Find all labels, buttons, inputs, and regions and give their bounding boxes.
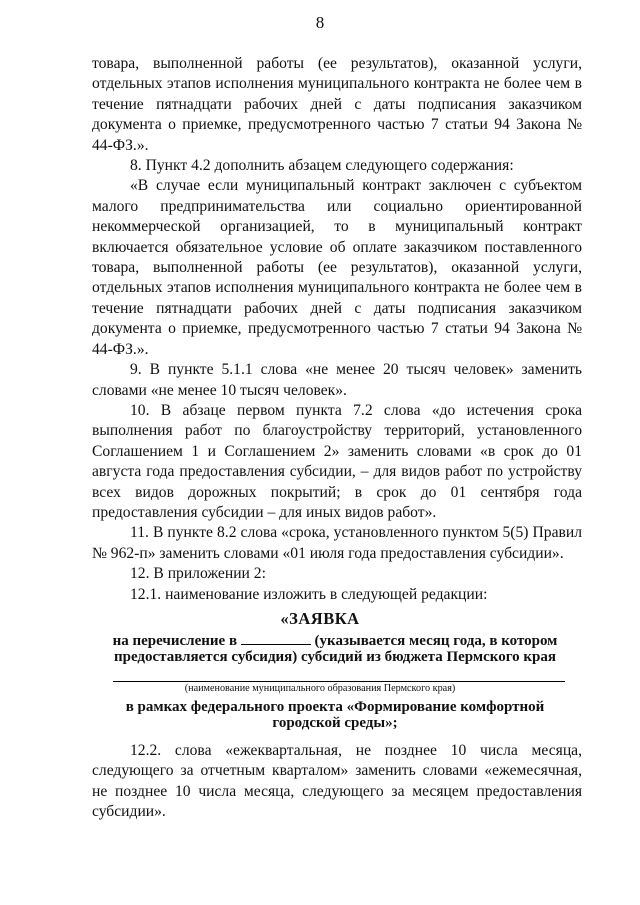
page-number: 8 [315, 13, 325, 32]
month-blank [241, 632, 311, 645]
form-title: «ЗАЯВКА [280, 609, 360, 628]
final-section [92, 741, 582, 823]
paragraph-8: 12.1. наименование изложить в следующей редакции: [130, 585, 488, 603]
municipality-caption: (наименование муниципального образования Пермского края) [184, 683, 456, 694]
paragraph-5: 10. В абзаце первом пункта 7.2 слова «до истечения срока выполнения работ по благоустройству территорий, установленного Соглашением 1 и Соглашением 2» заменить словами «в срок до 01 августа года предоставления субсидии, – для видов работ по устройству всех видов дорожных покрытий; в срок до 01 сентября года предоставления субсидии – для иных видов работ». [92, 401, 582, 521]
form-line-1-prefix: на перечисление в [112, 633, 238, 649]
paragraph-1: товара, выполненной работы (ее результатов), оказанной услуги, отдельных этапов исполнения муниципального контракта не более чем в течение пятнадцати рабочих дней с даты подписания заказчиком документа о приемке, предусмотренного частью 7 статьи 94 Закона № 44-ФЗ.». [92, 55, 582, 154]
form-line-1-suffix: (указывается месяц года, в котором предоставляется субсидия) субсидий из бюджета Пермского края [113, 633, 558, 665]
form-line-1 [100, 632, 570, 665]
final-paragraph: 12.2. слова «ежеквартальная, не позднее 10 числа месяца, следующего за отчетным кварталом» заменить словами «ежемесячная, не позднее 10 числа месяца, следующего за месяцем предоставления субсидии». [92, 742, 582, 821]
paragraph-3: «В случае если муниципальный контракт заключен с субъектом малого предпринимательства или социально ориентированной некоммерческой организацией, то в муниципальный контракт включается обязательное условие об оплате заказчиком поставленного товара, выполненной работы (ее результатов), оказанной услуги, отдельных этапов исполнения муниципального контракта не более чем в течение пятнадцати рабочих дней с даты подписания заказчиком документа о приемке, предусмотренного частью 7 статьи 94 Закона № 44-ФЗ.». [92, 177, 582, 358]
paragraph-4: 9. В пункте 5.1.1 слова «не менее 20 тысяч человек» заменить словами «не менее 10 тысяч человек». [92, 361, 582, 399]
paragraph-6: 11. В пункте 8.2 слова «срока, установленного пунктом 5(5) Правил № 962-п» заменить словами «01 июля года предоставления субсидии». [92, 524, 582, 562]
paragraph-2: 8. Пункт 4.2 дополнить абзацем следующего содержания: [130, 157, 514, 175]
municipality-underline [113, 681, 565, 682]
form-line-2: в рамках федерального проекта «Формирование комфортной городской среды»; [125, 699, 545, 731]
paragraph-7: 12. В приложении 2: [130, 565, 266, 583]
document-body [92, 54, 582, 605]
